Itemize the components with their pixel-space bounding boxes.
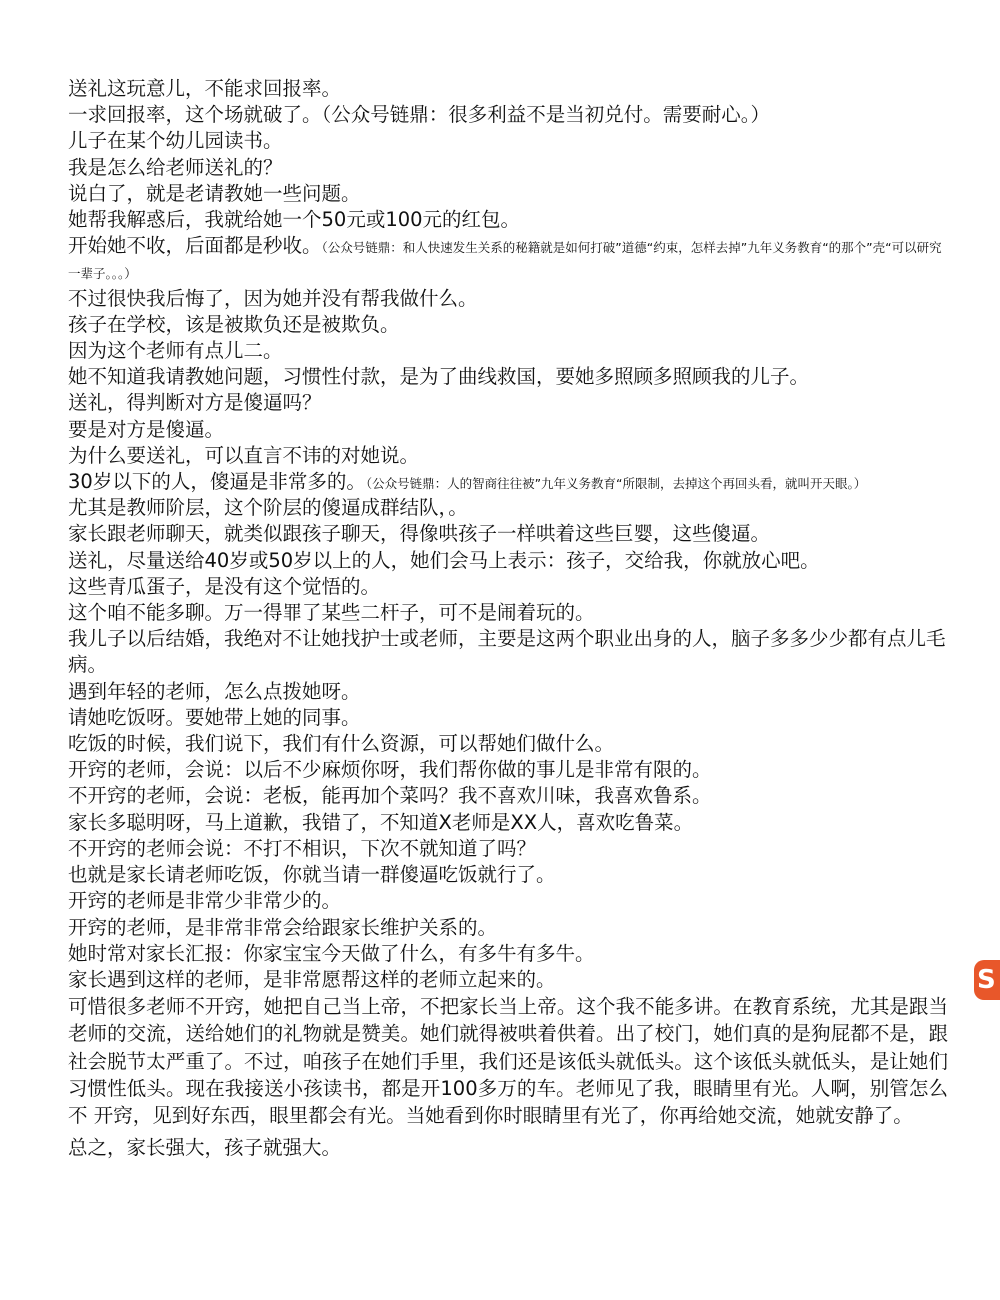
- sogou-logo-icon[interactable]: S: [974, 960, 1000, 1000]
- text-line: 一求回报率，这个场就破了。（公众号链鼎：很多利益不是当初兑付。需要耐心。）: [68, 103, 771, 127]
- text-line: 要是对方是傻逼。: [68, 417, 225, 441]
- text-line: 她时常对家长汇报：你家宝宝今天做了什么，有多牛有多牛。: [68, 941, 595, 965]
- text-line: 家长跟老师聊天，就类似跟孩子聊天，得像哄孩子一样哄着这些巨婴，这些傻逼。: [68, 522, 771, 546]
- text-line: 开窍的老师，会说：以后不少麻烦你呀，我们帮你做的事儿是非常有限的。: [68, 758, 712, 782]
- text-line: 也就是家长请老师吃饭，你就当请一群傻逼吃饭就行了。: [68, 863, 556, 887]
- text-line: 尤其是教师阶层，这个阶层的傻逼成群结队，。: [68, 496, 468, 520]
- closing-line: 总之，家长强大，孩子就强大。: [68, 1136, 342, 1160]
- editor-note: （公众号链鼎：和人快速发生关系的秘籍就是如何打破”道德“约束，怎样去掉”九年义务教育“的那个”壳“可以研究一辈子。。。）: [68, 240, 942, 282]
- main-text: 30岁以下的人，傻逼是非常多的。: [68, 470, 366, 494]
- text-line: 这些青瓜蛋子，是没有这个觉悟的。: [68, 574, 381, 598]
- text-line: 送礼，尽量送给40岁或50岁以上的人，她们会马上表示：孩子，交给我，你就放心吧。: [68, 548, 820, 572]
- text-line: 为什么要送礼，可以直言不讳的对她说。: [68, 443, 420, 467]
- text-line: 这个咱不能多聊。万一得罪了某些二杆子，可不是闹着玩的。: [68, 601, 595, 625]
- text-line: 不开窍的老师会说：不打不相识，下次不就知道了吗？: [68, 836, 537, 860]
- long-paragraph: 可惜很多老师不开窍，她把自己当上帝，不把家长当上帝。这个我不能多讲。在教育系统，尤其是跟当老师的交流，送给她们的礼物就是赞美。她们就得被哄着供着。出了校门，她们真的是狗屁都不是，跟社会脱节太严重了。不过，咱孩子在她们手里，我们还是该低头就低头。这个该低头就低头，是让她们习惯性低头。现在我接送小孩读书，都是开100多万的车。老师见了我，眼睛里有光。人啊，别管怎么不 开窍，见到好东西，眼里都会有光。当她看到你时眼睛里有光了，你再给她交流，她就安静了。: [68, 995, 948, 1127]
- text-line: 送礼，得判断对方是傻逼吗？: [68, 391, 322, 415]
- text-line: 家长遇到这样的老师，是非常愿帮这样的老师立起来的。: [68, 967, 556, 991]
- text-line-with-note: [68, 469, 948, 495]
- text-line: 我儿子以后结婚，我绝对不让她找护士或老师，主要是这两个职业出身的人，脑子多多少少都有点儿毛病。: [68, 627, 946, 677]
- editor-note: （公众号链鼎：人的智商往往被”九年义务教育“所限制，去掉这个再回头看，就叫开天眼。）: [365, 476, 867, 492]
- text-line-with-note: [68, 233, 948, 285]
- text-line: 开窍的老师是非常少非常少的。: [68, 889, 342, 913]
- text-line: 开窍的老师，是非常非常会给跟家长维护关系的。: [68, 915, 498, 939]
- text-line: 说白了，就是老请教她一些问题。: [68, 181, 361, 205]
- document-body: [68, 76, 948, 1161]
- text-line: 因为这个老师有点儿二。: [68, 339, 283, 363]
- text-line: 她帮我解惑后，我就给她一个50元或100元的红包。: [68, 208, 521, 232]
- text-line: 送礼这玩意儿，不能求回报率。: [68, 77, 342, 100]
- text-line: 遇到年轻的老师，怎么点拨她呀。: [68, 679, 361, 703]
- main-text: 开始她不收，后面都是秒收。: [68, 234, 322, 258]
- text-line: 请她吃饭呀。要她带上她的同事。: [68, 705, 361, 729]
- text-line: 孩子在学校，该是被欺负还是被欺负。: [68, 312, 400, 336]
- text-line: 儿子在某个幼儿园读书。: [68, 129, 283, 153]
- text-line: 不开窍的老师，会说：老板，能再加个菜吗？我不喜欢川味，我喜欢鲁系。: [68, 784, 712, 808]
- text-line: 我是怎么给老师送礼的？: [68, 155, 283, 179]
- text-line: 她不知道我请教她问题，习惯性付款，是为了曲线救国，要她多照顾多照顾我的儿子。: [68, 365, 810, 389]
- text-line: 不过很快我后悔了，因为她并没有帮我做什么。: [68, 286, 478, 310]
- text-line: 家长多聪明呀，马上道歉，我错了，不知道X老师是XX人，喜欢吃鲁菜。: [68, 810, 694, 834]
- text-line: 吃饭的时候，我们说下，我们有什么资源，可以帮她们做什么。: [68, 732, 615, 756]
